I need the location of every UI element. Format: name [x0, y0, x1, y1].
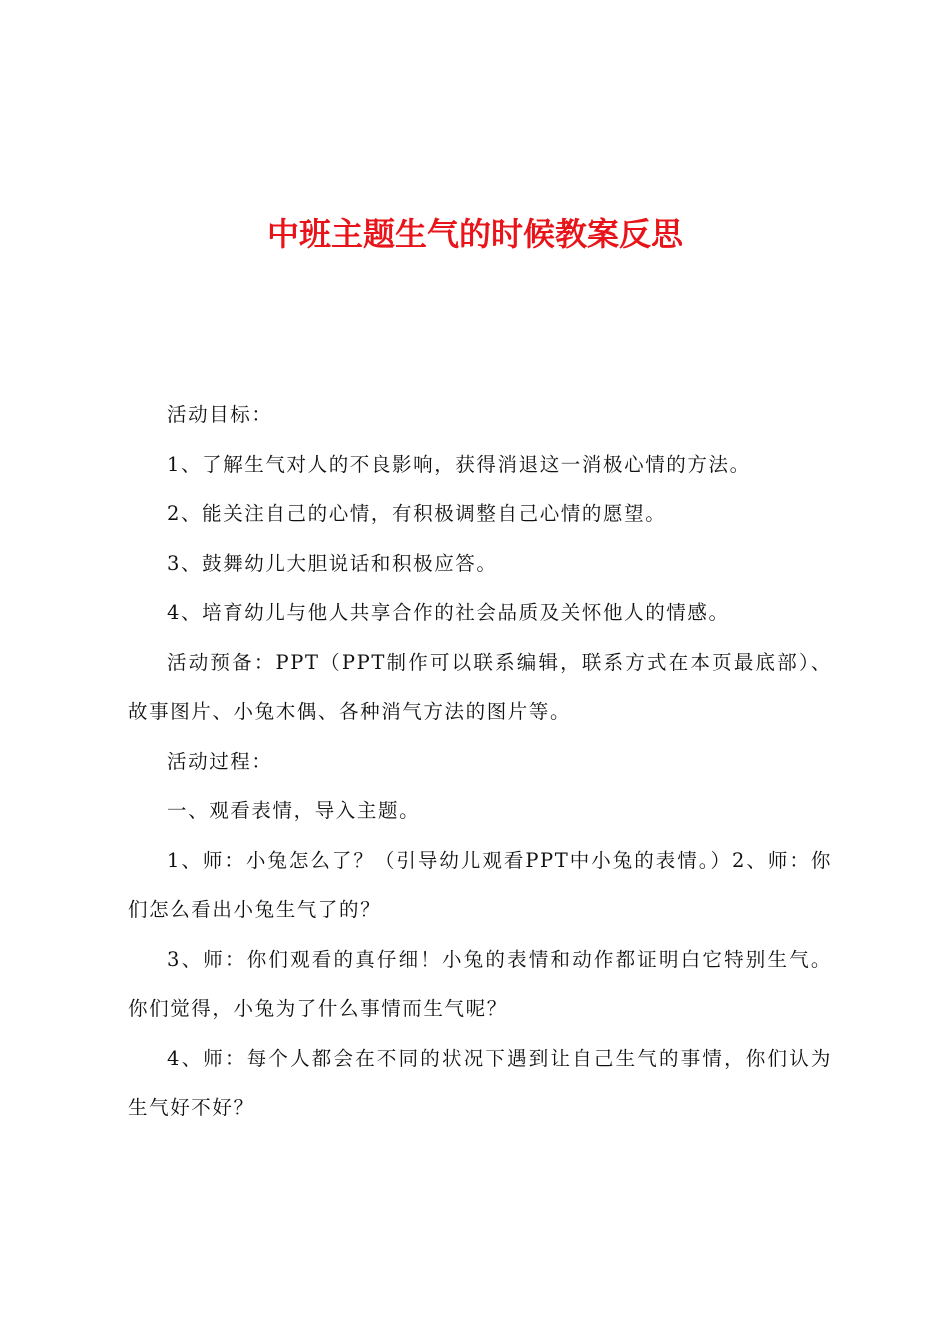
paragraph-section-1-heading: 一、观看表情，导入主题。 — [167, 799, 421, 822]
paragraph-goal-2: 2、能关注自己的心情，有积极调整自己心情的愿望。 — [167, 502, 667, 525]
document-body — [128, 390, 832, 1133]
paragraph-goal-1: 1、了解生气对人的不良影响，获得消退这一消极心情的方法。 — [167, 452, 751, 476]
paragraph-goal-4: 4、培育幼儿与他人共享合作的社会品质及关怀他人的情感。 — [167, 601, 730, 624]
document-title: 中班主题生气的时候教案反思 — [266, 215, 683, 253]
paragraph-process-heading: 活动过程： — [167, 749, 273, 773]
paragraph-step-3: 3、师：你们观看的真仔细！小兔的表情和动作都证明白它特别生气。你们觉得，小兔为了什么事情而生气呢？ — [128, 947, 832, 1020]
paragraph-step-4: 4、师：每个人都会在不同的状况下遇到让自己生气的事情，你们认为生气好不好？ — [128, 1046, 832, 1119]
paragraph-preparation: 活动预备：PPT（PPT制作可以联系编辑，联系方式在本页最底部）、故事图片、小兔木偶、各种消气方法的图片等。 — [128, 650, 832, 723]
paragraph-step-1-2: 1、师：小兔怎么了？（引导幼儿观看PPT中小兔的表情。）2、师：你们怎么看出小兔生气了的？ — [128, 848, 832, 921]
paragraph-activity-goals-heading: 活动目标： — [167, 403, 273, 426]
paragraph-goal-3: 3、鼓舞幼儿大胆说话和积极应答。 — [167, 551, 498, 575]
